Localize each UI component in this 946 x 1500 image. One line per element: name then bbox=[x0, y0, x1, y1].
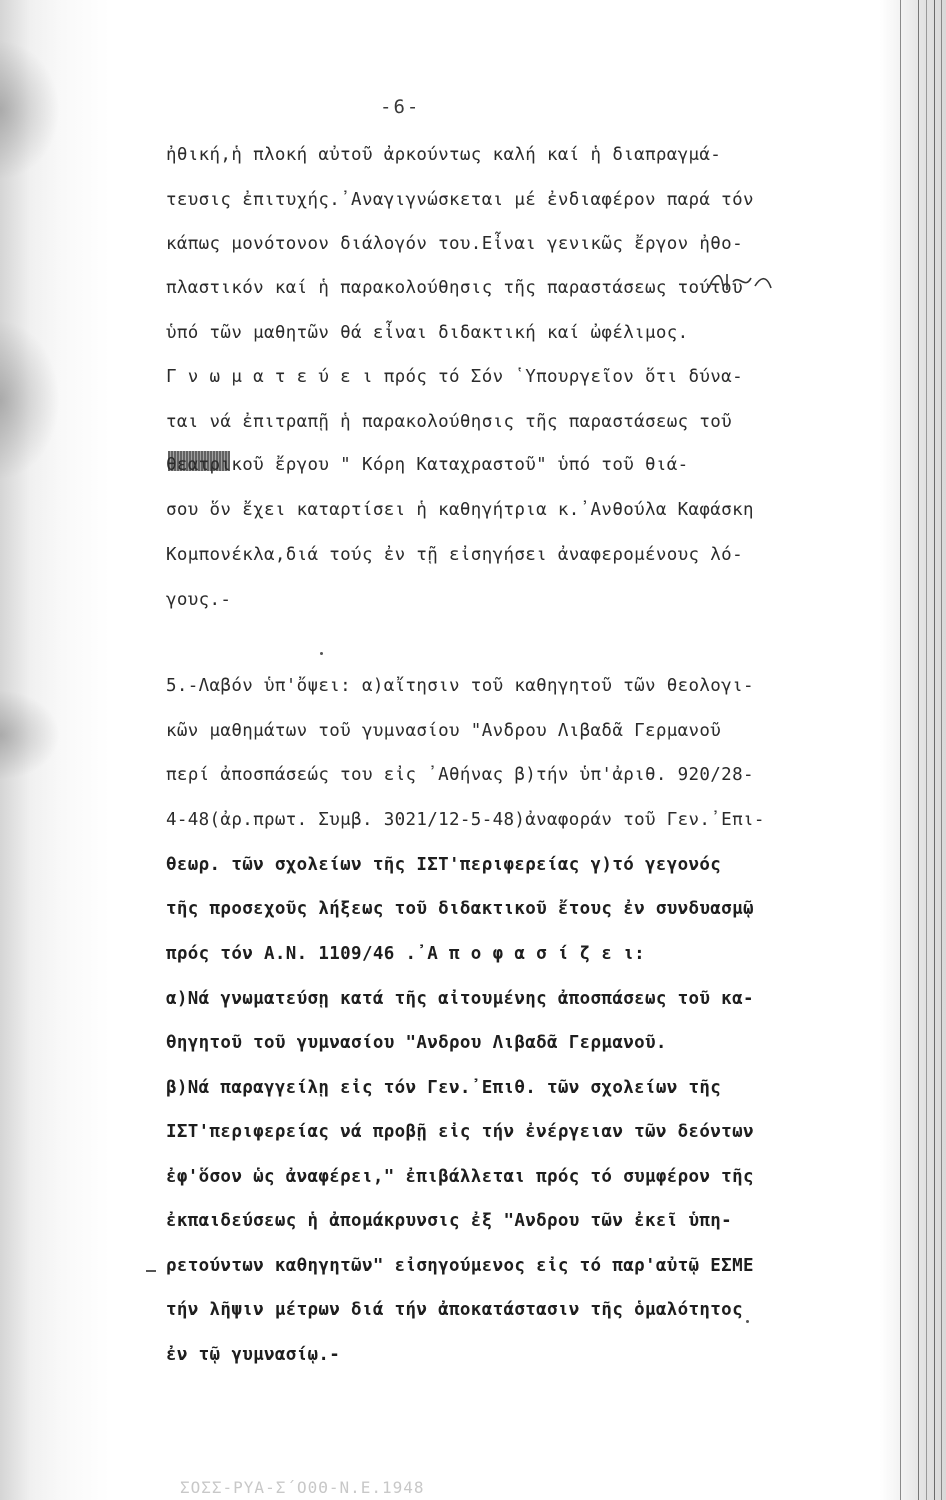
handwritten-correction bbox=[705, 268, 775, 294]
scan-speck bbox=[746, 1320, 749, 1323]
text-line: θεατρικοῦ ἔργου " Κόρη Καταχραστοῦ" ὑπό τοῦ θιά- bbox=[166, 455, 689, 475]
text-line: τήν λῆψιν μέτρων διά τήν ἀποκατάστασιν τῆς ὁμαλότητος bbox=[166, 1300, 743, 1320]
scan-shadow-blob bbox=[0, 40, 60, 180]
text-line: Κομπονέκλα,διά τούς ἐν τῇ εἰσηγήσει ἀναφερομένους λό- bbox=[166, 545, 743, 565]
text-line: ρετούντων καθηγητῶν" εἰσηγούμενος εἰς τό παρ'αὐτῷ ΕΣΜΕ bbox=[166, 1256, 754, 1276]
text-line: ἠθική,ἡ πλοκή αὐτοῦ ἀρκούντως καλή καί ἡ διαπραγμά- bbox=[166, 145, 722, 165]
text-line: ται νά ἐπιτραπῇ ἡ παρακολούθησις τῆς παραστάσεως τοῦ bbox=[166, 412, 733, 432]
text-line: πρός τόν Α.Ν. 1109/46 .᾿Α π ο φ α σ ί ζ ε ι: bbox=[166, 944, 645, 964]
text-line: σου ὅν ἔχει καταρτίσει ἡ καθηγήτρια κ.᾿Ανθούλα Καφάσκη bbox=[166, 500, 754, 520]
text-line: ἐν τῷ γυμνασίῳ.- bbox=[166, 1345, 341, 1365]
text-line: α)Νά γνωματεύσῃ κατά τῆς αἰτουμένης ἀποσπάσεως τοῦ κα- bbox=[166, 989, 754, 1009]
text-line: γους.- bbox=[166, 590, 232, 610]
text-line: τῆς προσεχοῦς λήξεως τοῦ διδακτικοῦ ἔτους ἐν συνδυασμῷ bbox=[166, 899, 754, 919]
scan-speck bbox=[320, 652, 323, 655]
text-line: 5.-Λαβόν ὑπ'ὄψει: α)αἴτησιν τοῦ καθηγητοῦ τῶν θεολογι- bbox=[166, 676, 754, 696]
text-line: κάπως μονότονον διάλογόν του.Εἶναι γενικῶς ἔργον ἠθο- bbox=[166, 234, 743, 254]
binding-edge bbox=[918, 0, 919, 1500]
text-line: ὑπό τῶν μαθητῶν θά εἶναι διδακτική καί ὠφέλιμος. bbox=[166, 323, 689, 343]
page-number: -6- bbox=[380, 96, 421, 118]
text-line: β)Νά παραγγείλῃ εἰς τόν Γεν.᾿Επιθ. τῶν σχολείων τῆς bbox=[166, 1078, 722, 1098]
text-line: θηγητοῦ τοῦ γυμνασίου "Ανδρου Λιβαδᾶ Γερμανοῦ. bbox=[166, 1033, 667, 1053]
text-line: ΙΣΤ'περιφερείας νά προβῇ εἰς τήν ἐνέργειαν τῶν δεόντων bbox=[166, 1122, 754, 1142]
binding-edge bbox=[900, 0, 901, 1500]
margin-dash bbox=[146, 1270, 156, 1272]
binding-edge bbox=[934, 0, 935, 1500]
binding-edge bbox=[926, 0, 927, 1500]
text-line: θεωρ. τῶν σχολείων τῆς ΙΣΤ'περιφερείας γ)τό γεγονός bbox=[166, 855, 722, 875]
text-line: τευσις ἐπιτυχής.᾿Αναγιγνώσκεται μέ ἐνδιαφέρον παρά τόν bbox=[166, 190, 754, 210]
text-line: ἐφ'ὅσον ὡς ἀναφέρει," ἐπιβάλλεται πρός τό συμφέρον τῆς bbox=[166, 1167, 754, 1187]
binding-edge bbox=[941, 0, 942, 1500]
text-line: κῶν μαθημάτων τοῦ γυμνασίου "Ανδρου Λιβαδᾶ Γερμανοῦ bbox=[166, 721, 722, 741]
text-line: πλαστικόν καί ἡ παρακολούθησις τῆς παραστάσεως τούτου bbox=[166, 278, 743, 298]
scan-shadow-blob bbox=[0, 320, 60, 480]
text-line: περί ἀποσπάσεώς του εἰς ᾿Αθήνας β)τήν ὑπ'ἀριθ. 920/28- bbox=[166, 765, 754, 785]
text-line: 4-48(ἀρ.πρωτ. Συμβ. 3021/12-5-48)ἀναφοράν τοῦ Γεν.᾿Επι- bbox=[166, 810, 765, 830]
text-line: ἐκπαιδεύσεως ἡ ἀπομάκρυνσις ἐξ "Ανδρου τῶν ἐκεῖ ὑπη- bbox=[166, 1211, 733, 1231]
faint-footer-text: ΣΟΣΣ-ΡΥΑ-Σ΄Ο0Θ-Ν.Ε.1948 bbox=[180, 1478, 425, 1497]
text-line: Γ ν ω μ α τ ε ύ ε ι πρός τό Σόν ῾Υπουργεῖον ὅτι δύνα- bbox=[166, 367, 743, 387]
